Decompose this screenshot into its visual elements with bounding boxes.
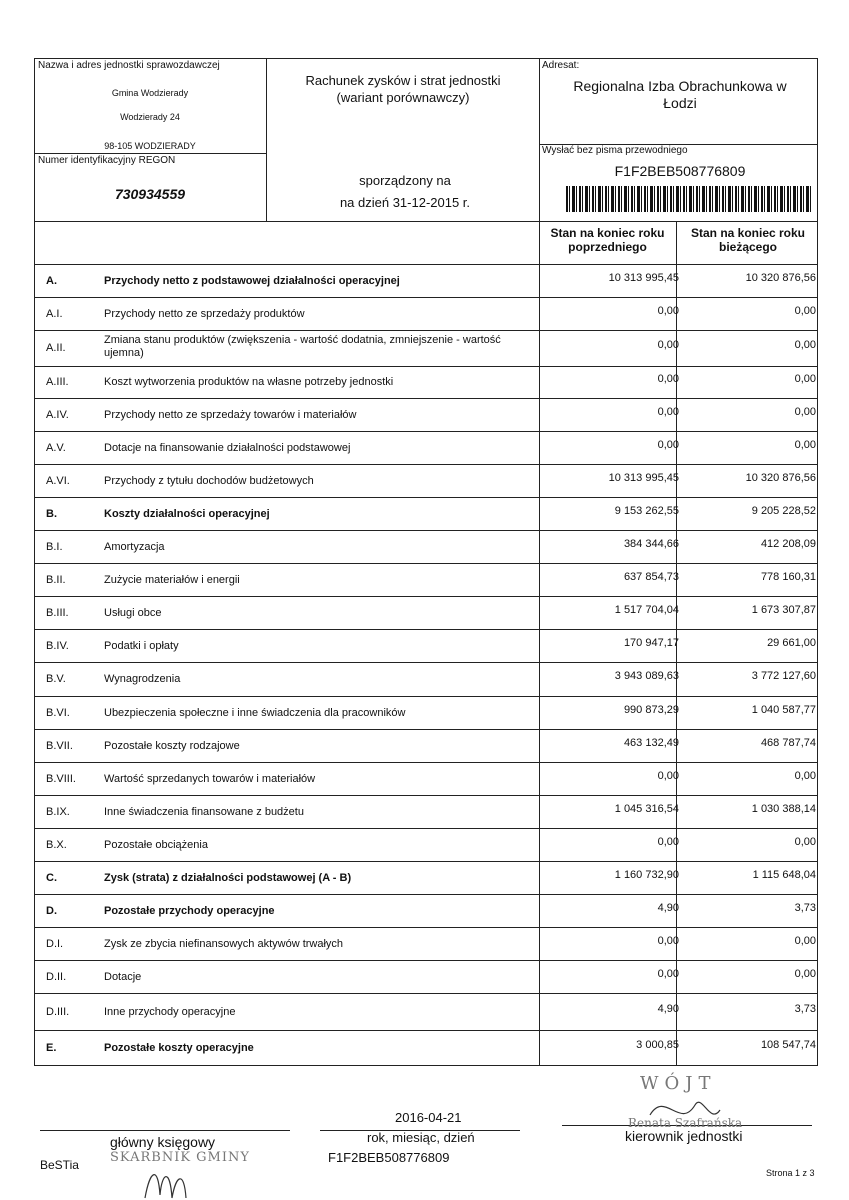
- row-value-cur: 1 673 307,87: [751, 603, 816, 616]
- row-label: Przychody netto z podstawowej działalności operacyjnej: [104, 274, 400, 287]
- table-row: [34, 927, 818, 960]
- row-value-cur: 10 320 876,56: [745, 271, 816, 284]
- row-value-cur: 0,00: [794, 339, 816, 351]
- row-value-prev: 990 873,29: [623, 703, 679, 716]
- signature-scribble-right: [640, 1085, 740, 1135]
- table-row: [34, 398, 818, 431]
- row-value-prev: 10 313 995,45: [608, 471, 679, 484]
- send-label: Wysłać bez pisma przewodniego: [542, 145, 688, 156]
- row-value-cur: 778 160,31: [760, 570, 816, 583]
- table-row: [34, 366, 818, 398]
- row-value-cur: 3,73: [794, 901, 816, 914]
- unit-name: Gmina Wodzierady: [111, 88, 189, 98]
- row-label: Pozostałe koszty rodzajowe: [104, 739, 240, 752]
- column-header-cur: Stan na koniec roku bieżącego: [690, 226, 806, 254]
- row-value-cur: 108 547,74: [760, 1039, 816, 1051]
- row-value-cur: 29 661,00: [767, 636, 816, 649]
- row-code: A.I.: [46, 307, 63, 320]
- row-label: Pozostałe obciążenia: [104, 838, 208, 851]
- row-label: Zysk (strata) z działalności podstawowej (A - B): [104, 871, 352, 884]
- footer-left-label: główny księgowy: [110, 1134, 216, 1150]
- table-row: [34, 530, 818, 563]
- row-value-prev: 0,00: [657, 304, 679, 317]
- row-code: A.V.: [46, 441, 66, 454]
- table-row: [34, 828, 818, 861]
- row-code: A.: [46, 274, 57, 287]
- footer-right-label: kierownik jednostki: [625, 1128, 743, 1144]
- row-value-prev: 4,90: [657, 1002, 679, 1015]
- row-value-prev: 0,00: [657, 373, 679, 385]
- row-label: Zysk ze zbycia niefinansowych aktywów trwałych: [104, 937, 344, 950]
- row-value-prev: 384 344,66: [623, 537, 679, 550]
- row-code: D.: [46, 904, 57, 917]
- row-value-prev: 9 153 262,55: [614, 504, 679, 517]
- row-value-prev: 0,00: [657, 405, 679, 418]
- row-value-prev: 0,00: [657, 934, 679, 947]
- row-label: Pozostałe koszty operacyjne: [104, 1042, 254, 1054]
- footer-line-left: [40, 1130, 290, 1131]
- page-number: Strona 1 z 3: [766, 1168, 815, 1178]
- row-value-cur: 0,00: [794, 934, 816, 947]
- row-value-cur: 412 208,09: [760, 537, 816, 550]
- table-row: [34, 662, 818, 696]
- row-value-cur: 1 115 648,04: [752, 868, 816, 881]
- row-value-prev: 0,00: [657, 438, 679, 451]
- row-value-cur: 0,00: [794, 967, 816, 980]
- row-value-prev: 0,00: [657, 835, 679, 848]
- footer-code: F1F2BEB508776809: [328, 1150, 450, 1165]
- footer-date-label: rok, miesiąc, dzień: [367, 1130, 475, 1145]
- regon-label: Numer identyfikacyjny REGON: [38, 155, 176, 166]
- row-label: Ubezpieczenia społeczne i inne świadczenia dla pracowników: [104, 706, 406, 719]
- row-value-prev: 1 045 316,54: [614, 802, 679, 815]
- row-label: Inne świadczenia finansowane z budżetu: [104, 805, 304, 818]
- row-label: Przychody z tytułu dochodów budżetowych: [104, 474, 314, 487]
- row-code: B.III.: [46, 606, 69, 619]
- row-label: Usługi obce: [104, 606, 162, 619]
- row-label: Pozostałe przychody operacyjne: [104, 904, 275, 917]
- row-code: D.II.: [46, 970, 67, 983]
- recipient-label: Adresat:: [542, 60, 580, 71]
- doc-code: F1F2BEB508776809: [614, 163, 746, 179]
- recipient-line2: Łodzi: [663, 95, 697, 111]
- table-row: [34, 330, 818, 366]
- row-label: Dotacje: [104, 970, 142, 983]
- row-code: A.IV.: [46, 408, 69, 421]
- signature-scribble-left: [140, 1160, 220, 1200]
- unit-street: Wodzierady 24: [120, 112, 180, 122]
- row-value-prev: 0,00: [657, 339, 679, 351]
- row-label: Koszt wytworzenia produktów na własne potrzeby jednostki: [104, 376, 394, 388]
- table-row: [34, 696, 818, 729]
- table-row: [34, 629, 818, 662]
- row-label: Dotacje na finansowanie działalności podstawowej: [104, 441, 351, 454]
- row-value-cur: 0,00: [794, 835, 816, 848]
- column-header-prev: Stan na koniec roku poprzedniego: [550, 226, 665, 254]
- row-value-cur: 9 205 228,52: [751, 504, 816, 517]
- row-code: B.IX.: [46, 805, 70, 818]
- row-code: D.III.: [46, 1005, 70, 1018]
- row-code: D.I.: [46, 937, 64, 950]
- row-code: B.: [46, 507, 57, 520]
- row-value-cur: 1 030 388,14: [751, 802, 816, 815]
- row-label: Amortyzacja: [104, 540, 165, 553]
- header-divider-1: [266, 58, 267, 222]
- row-value-cur: 3,73: [794, 1002, 816, 1015]
- row-value-cur: 0,00: [794, 373, 816, 385]
- row-label: Podatki i opłaty: [104, 639, 179, 652]
- row-code: B.X.: [46, 838, 67, 851]
- table-row: [34, 497, 818, 530]
- row-value-cur: 0,00: [794, 304, 816, 317]
- row-code: B.I.: [46, 540, 63, 553]
- table-row: [34, 894, 818, 927]
- table-row: [34, 762, 818, 795]
- row-value-cur: 0,00: [794, 438, 816, 451]
- table-row: [34, 297, 818, 330]
- table-row: [34, 861, 818, 894]
- row-label: Koszty działalności operacyjnej: [104, 507, 270, 520]
- row-code: B.II.: [46, 573, 66, 586]
- unit-label: Nazwa i adres jednostki sprawozdawczej: [38, 60, 220, 71]
- table-row: [34, 993, 818, 1030]
- row-value-prev: 170 947,17: [623, 636, 679, 649]
- row-value-cur: 0,00: [794, 769, 816, 782]
- table-row: [34, 960, 818, 993]
- row-label: Przychody netto ze sprzedaży towarów i materiałów: [104, 408, 357, 421]
- unit-city: 98-105 WODZIERADY: [104, 141, 196, 151]
- row-code: A.VI.: [46, 474, 70, 487]
- row-code: B.VII.: [46, 739, 73, 752]
- row-value-prev: 3 000,85: [636, 1039, 679, 1051]
- row-code: B.V.: [46, 673, 66, 685]
- regon-value: 730934559: [114, 186, 186, 202]
- table-row: [34, 1030, 818, 1066]
- row-value-prev: 637 854,73: [623, 570, 679, 583]
- row-value-cur: 468 787,74: [760, 736, 816, 749]
- row-label: Wynagrodzenia: [104, 673, 181, 685]
- table-row: [34, 464, 818, 497]
- prepared-label: sporządzony na: [359, 173, 451, 188]
- row-value-prev: 0,00: [657, 769, 679, 782]
- row-code: B.IV.: [46, 639, 69, 652]
- row-label: Zmiana stanu produktów (zwiększenia - wartość dodatnia, zmniejszenie - wartość ujemna): [104, 334, 501, 359]
- table-row: [34, 264, 818, 297]
- row-value-prev: 4,90: [657, 901, 679, 914]
- table-row: [34, 729, 818, 762]
- row-value-prev: 0,00: [657, 967, 679, 980]
- row-value-prev: 1 160 732,90: [614, 868, 679, 881]
- row-code: A.III.: [46, 376, 69, 388]
- row-value-cur: 1 040 587,77: [751, 703, 816, 716]
- row-label: Przychody netto ze sprzedaży produktów: [104, 307, 305, 320]
- row-value-prev: 10 313 995,45: [608, 271, 679, 284]
- row-label: Zużycie materiałów i energii: [104, 573, 240, 586]
- footer-date: 2016-04-21: [395, 1110, 462, 1125]
- report-title-line2: (wariant porównawczy): [336, 90, 470, 105]
- row-value-prev: 3 943 089,63: [614, 670, 679, 682]
- row-value-cur: 10 320 876,56: [745, 471, 816, 484]
- footer-left-stamp: SKARBNIK GMINY: [110, 1150, 250, 1165]
- barcode: [566, 186, 813, 212]
- row-code: B.VI.: [46, 706, 70, 719]
- report-date: na dzień 31-12-2015 r.: [339, 195, 471, 210]
- row-label: Wartość sprzedanych towarów i materiałów: [104, 772, 316, 785]
- row-value-prev: 463 132,49: [623, 736, 679, 749]
- report-title-line1: Rachunek zysków i strat jednostki: [305, 73, 501, 88]
- row-value-prev: 1 517 704,04: [614, 603, 679, 616]
- row-code: A.II.: [46, 342, 66, 354]
- footer-right-stamp: WÓJT: [640, 1073, 717, 1094]
- table-row: [34, 563, 818, 596]
- header-unit-divider: [34, 153, 266, 154]
- row-value-cur: 0,00: [794, 405, 816, 418]
- footer-right-name: Renata Szafrańska: [628, 1116, 743, 1130]
- table-row: [34, 596, 818, 629]
- table-row: [34, 431, 818, 464]
- row-code: C.: [46, 871, 57, 884]
- row-value-cur: 3 772 127,60: [751, 670, 816, 682]
- row-code: E.: [46, 1042, 57, 1054]
- row-code: B.VIII.: [46, 772, 76, 785]
- row-label: Inne przychody operacyjne: [104, 1005, 236, 1018]
- recipient-line1: Regionalna Izba Obrachunkowa w: [573, 78, 787, 94]
- table-row: [34, 795, 818, 828]
- software-name: BeSTia: [40, 1158, 79, 1172]
